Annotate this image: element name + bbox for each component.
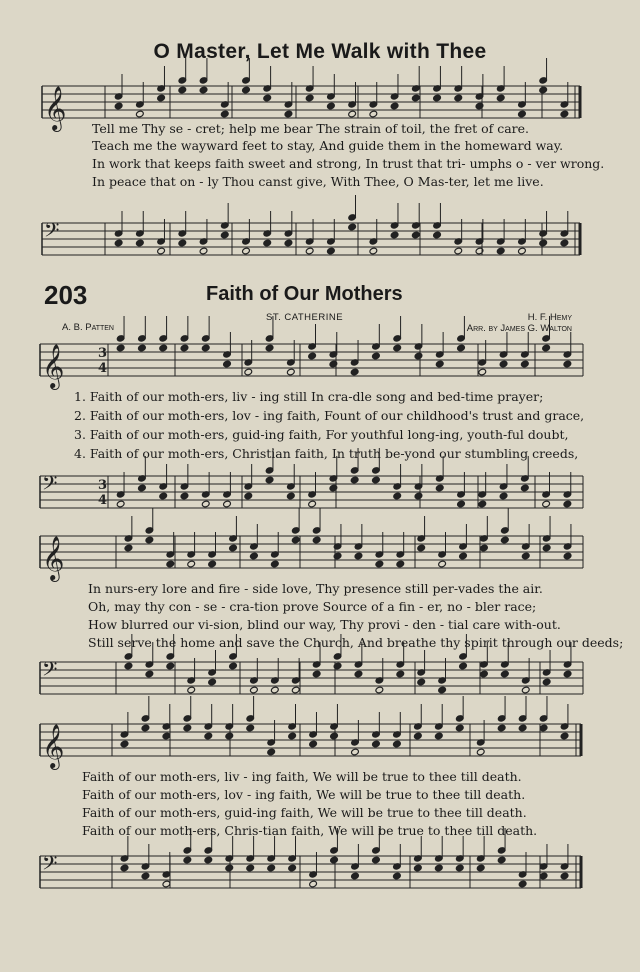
note-head <box>539 239 548 247</box>
note-head <box>120 740 129 748</box>
note-head <box>178 86 187 94</box>
lyric-line: In peace that on - ly Thou canst give, With Thee, O Mas-ter, let me live. <box>92 174 544 189</box>
note-head <box>563 670 572 678</box>
note-head <box>560 110 569 118</box>
time-signature: 4 <box>98 493 108 508</box>
time-signature: 4 <box>98 361 108 376</box>
note-head <box>501 536 510 544</box>
note-head <box>434 864 443 872</box>
note-head <box>393 740 402 748</box>
note-head <box>414 352 423 360</box>
note-head <box>124 662 133 670</box>
note-head <box>284 110 293 118</box>
lyric-line: Tell me Thy se - cret; help me bear The strain of toil, the fret of care. <box>92 121 530 136</box>
lyric-line: Teach me the wayward feet to stay, And guide them in the homeward way. <box>92 138 564 153</box>
note-head <box>414 732 423 740</box>
note-head <box>372 740 381 748</box>
note-head <box>136 110 145 118</box>
note-head <box>521 686 530 694</box>
hymn-title-master: O Master, Let Me Walk with Thee <box>153 40 487 63</box>
note-head <box>435 484 444 492</box>
note-head <box>201 500 210 508</box>
note-head <box>250 552 259 560</box>
note-head <box>220 231 229 239</box>
note-head <box>145 536 154 544</box>
arranger-name: Arr. by James G. Walton <box>466 323 572 334</box>
note-head <box>288 732 297 740</box>
note-head <box>459 552 468 560</box>
note-head <box>287 492 296 500</box>
note-head <box>396 670 405 678</box>
lyric-line: Still serve the home and save the Church, And breathe thy spirit through our deeds; <box>88 635 624 650</box>
note-head <box>480 544 489 552</box>
note-head <box>390 102 399 110</box>
note-head <box>265 344 274 352</box>
note-head <box>496 247 505 255</box>
treble-clef: 𝄞 <box>42 536 65 580</box>
note-head <box>162 880 171 888</box>
note-head <box>348 110 357 118</box>
note-head <box>223 360 232 368</box>
note-head <box>229 544 238 552</box>
hymn-title-faith: Faith of Our Mothers <box>206 283 403 305</box>
note-head <box>539 872 548 880</box>
note-head <box>271 560 280 568</box>
note-head <box>542 544 551 552</box>
note-head <box>372 352 381 360</box>
note-head <box>225 732 234 740</box>
note-head <box>246 724 255 732</box>
lyric-line: 2. Faith of our moth-ers, lov - ing faith, Fount of our childhood's trust and grace, <box>74 408 585 423</box>
note-head <box>497 856 506 864</box>
lyric-line: Faith of our moth-ers, guid-ing faith, We will be true to thee till death. <box>82 805 527 820</box>
lyric-line: Faith of our moth-ers, Chris-tian faith, We will be true to thee till death. <box>82 823 538 838</box>
note-head <box>157 247 166 255</box>
note-head <box>434 732 443 740</box>
note-head <box>138 344 147 352</box>
time-signature: 3 <box>98 478 108 493</box>
note-head <box>563 500 572 508</box>
note-head <box>372 476 381 484</box>
note-head <box>455 864 464 872</box>
note-head <box>542 500 551 508</box>
note-head <box>354 670 363 678</box>
note-head <box>145 670 154 678</box>
note-head <box>199 86 208 94</box>
note-head <box>560 239 569 247</box>
note-head <box>263 239 272 247</box>
note-head <box>539 724 548 732</box>
note-head <box>229 662 238 670</box>
note-head <box>454 94 463 102</box>
note-head <box>393 492 402 500</box>
note-head <box>141 872 150 880</box>
note-head <box>242 247 251 255</box>
note-head <box>476 864 485 872</box>
note-head <box>187 560 196 568</box>
note-head <box>390 231 399 239</box>
note-head <box>411 231 420 239</box>
note-head <box>138 484 147 492</box>
note-head <box>459 662 468 670</box>
note-head <box>433 94 442 102</box>
bass-clef: 𝄢 <box>44 218 60 247</box>
note-head <box>166 560 175 568</box>
note-head <box>351 748 360 756</box>
lyric-line: Faith of our moth-ers, liv - ing faith, We will be true to thee till death. <box>82 769 522 784</box>
time-signature: 3 <box>98 346 108 361</box>
note-head <box>560 732 569 740</box>
treble-clef: 𝄞 <box>44 86 67 130</box>
note-head <box>369 110 378 118</box>
note-head <box>309 880 318 888</box>
note-head <box>454 247 463 255</box>
note-head <box>350 368 359 376</box>
lyric-line: Faith of our moth-ers, lov - ing faith, We will be true to thee till death. <box>82 787 526 802</box>
note-head <box>496 94 505 102</box>
note-head <box>348 223 357 231</box>
note-head <box>223 500 232 508</box>
lyricist: A. B. Patten <box>62 322 114 333</box>
note-head <box>393 872 402 880</box>
note-head <box>180 492 189 500</box>
note-head <box>309 740 318 748</box>
note-head <box>246 864 255 872</box>
note-head <box>350 476 359 484</box>
note-head <box>330 732 339 740</box>
note-head <box>178 239 187 247</box>
note-head <box>244 492 253 500</box>
treble-clef: 𝄞 <box>42 724 65 768</box>
note-head <box>327 102 336 110</box>
note-head <box>242 86 251 94</box>
note-head <box>250 686 259 694</box>
note-head <box>287 368 296 376</box>
note-head <box>162 732 171 740</box>
note-head <box>563 360 572 368</box>
note-head <box>518 110 527 118</box>
note-head <box>351 872 360 880</box>
note-head <box>438 560 447 568</box>
note-head <box>263 94 272 102</box>
note-head <box>208 560 217 568</box>
note-head <box>476 748 485 756</box>
note-head <box>417 544 426 552</box>
note-head <box>539 86 548 94</box>
note-head <box>327 247 336 255</box>
note-head <box>354 552 363 560</box>
note-head <box>305 247 314 255</box>
composer <box>467 312 572 334</box>
note-head <box>312 670 321 678</box>
note-head <box>116 344 125 352</box>
lyric-line: 3. Faith of our moth-ers, guid-ing faith, For youthful long-ing, youth-ful doubt, <box>74 427 569 442</box>
note-head <box>521 484 530 492</box>
note-head <box>560 872 569 880</box>
note-head <box>284 239 293 247</box>
note-head <box>114 102 123 110</box>
note-head <box>330 856 339 864</box>
note-head <box>499 492 508 500</box>
note-head <box>542 344 551 352</box>
note-head <box>159 344 168 352</box>
note-head <box>542 678 551 686</box>
note-head <box>180 344 189 352</box>
note-head <box>414 492 423 500</box>
note-head <box>116 500 125 508</box>
note-head <box>521 552 530 560</box>
note-head <box>159 492 168 500</box>
note-head <box>375 686 384 694</box>
note-head <box>114 239 123 247</box>
note-head <box>369 247 378 255</box>
treble-clef: 𝄞 <box>42 344 65 388</box>
note-head <box>414 864 423 872</box>
note-head <box>438 686 447 694</box>
note-head <box>305 94 314 102</box>
note-head <box>501 670 510 678</box>
note-head <box>478 368 487 376</box>
note-head <box>244 368 253 376</box>
note-head <box>478 500 487 508</box>
lyric-line: 1. Faith of our moth-ers, liv - ing still In cra-dle song and bed-time prayer; <box>74 389 544 404</box>
note-head <box>375 560 384 568</box>
note-head <box>457 500 466 508</box>
lyric-line: How blurred our vi-sion, blind our way, Thy provi - den - tial care with-out. <box>88 617 561 632</box>
note-head <box>288 864 297 872</box>
note-head <box>183 724 192 732</box>
note-head <box>435 360 444 368</box>
note-head <box>518 880 527 888</box>
composer-name: H. F. Hemy <box>527 312 572 323</box>
note-head <box>518 247 527 255</box>
note-head <box>291 686 300 694</box>
note-head <box>411 94 420 102</box>
note-head <box>518 724 527 732</box>
note-head <box>166 662 175 670</box>
note-head <box>396 560 405 568</box>
note-head <box>457 344 466 352</box>
note-head <box>271 686 280 694</box>
note-head <box>291 536 300 544</box>
note-head <box>187 686 196 694</box>
note-head <box>499 360 508 368</box>
hymn-number: 203 <box>44 280 88 310</box>
lyric-line: In nurs-ery lore and fire - side love, Thy presence still per-vades the air. <box>88 581 543 596</box>
lyric-line: Oh, may thy con - se - cra-tion prove Source of a fin - er, no - bler race; <box>88 599 537 614</box>
note-head <box>136 239 145 247</box>
tune-name: ST. CATHERINE <box>266 312 344 323</box>
note-head <box>497 724 506 732</box>
note-head <box>267 748 276 756</box>
note-head <box>201 344 210 352</box>
note-head <box>204 732 213 740</box>
bass-clef: 𝄢 <box>42 471 58 500</box>
note-head <box>265 476 274 484</box>
note-head <box>157 94 166 102</box>
note-head <box>267 864 276 872</box>
note-head <box>521 360 530 368</box>
note-head <box>204 856 213 864</box>
note-head <box>308 500 317 508</box>
bass-clef: 𝄢 <box>42 851 58 880</box>
note-head <box>563 552 572 560</box>
note-head <box>220 110 229 118</box>
note-head <box>455 724 464 732</box>
lyric-line: In work that keeps faith sweet and strong, In trust that tri- umphs o - ver wrong. <box>92 156 605 171</box>
note-head <box>312 536 321 544</box>
bass-clef: 𝄢 <box>42 657 58 686</box>
note-head <box>183 856 192 864</box>
note-head <box>393 344 402 352</box>
note-head <box>417 678 426 686</box>
note-head <box>480 670 489 678</box>
note-head <box>225 864 234 872</box>
note-head <box>141 724 150 732</box>
note-head <box>120 864 129 872</box>
note-head <box>433 231 442 239</box>
note-head <box>372 856 381 864</box>
note-head <box>308 352 317 360</box>
lyric-line: 4. Faith of our moth-ers, Christian faith, In truth be-yond our stumbling creeds, <box>74 446 579 461</box>
note-head <box>199 247 208 255</box>
note-head <box>124 544 133 552</box>
note-head <box>208 678 217 686</box>
